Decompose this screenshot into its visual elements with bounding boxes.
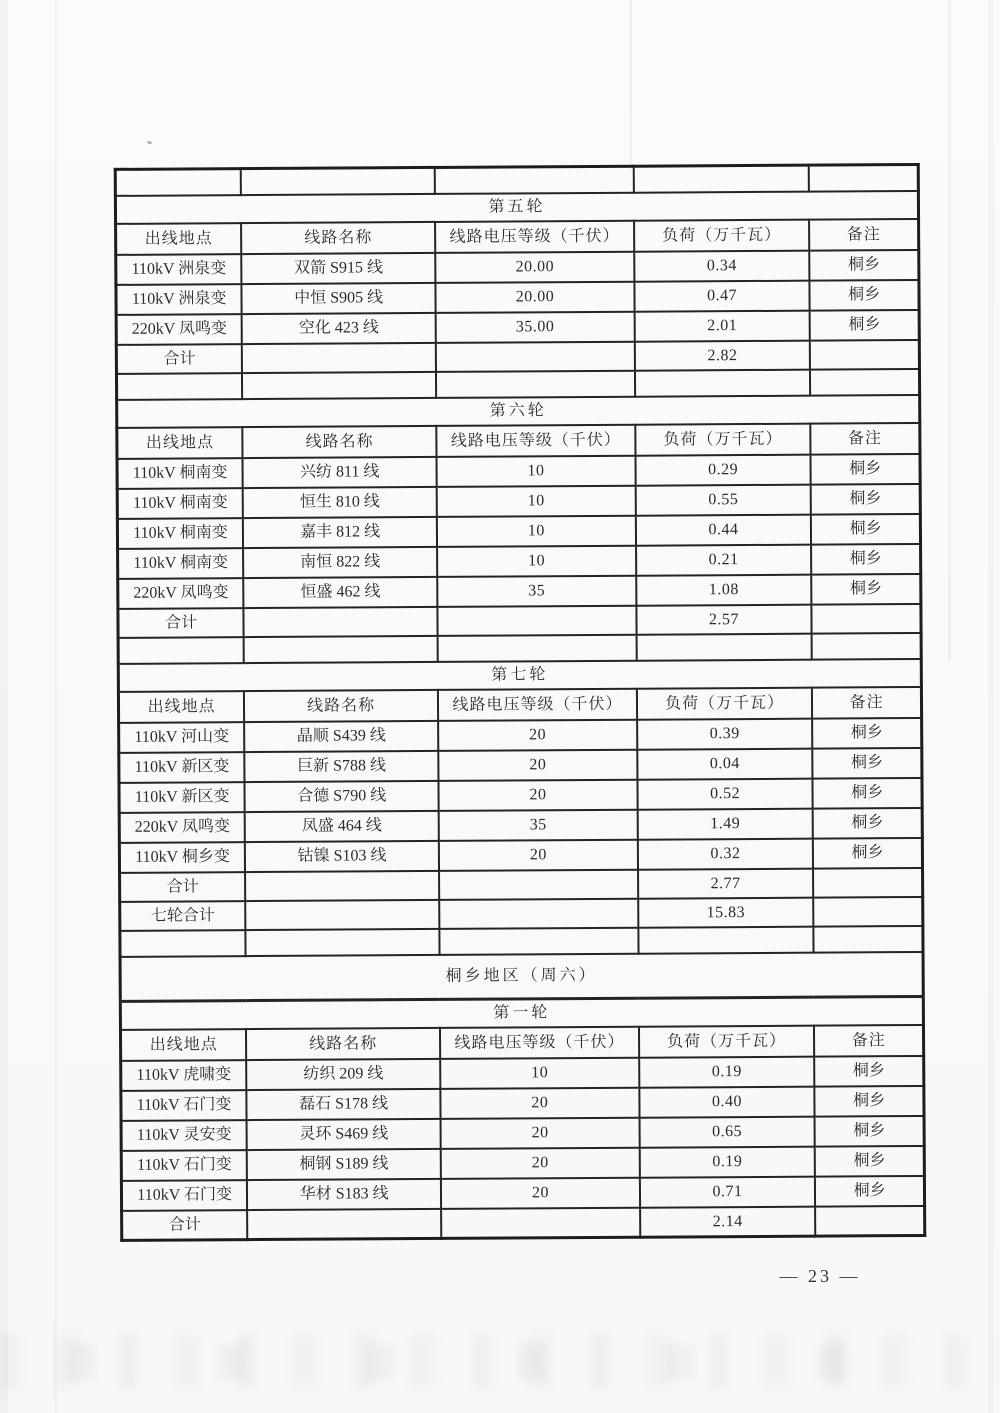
cell-line-name: 中恒 S905 线	[242, 283, 436, 314]
column-header-voltage-level: 线路电压等级（千伏）	[435, 221, 634, 253]
cell-outlet-location: 110kV 灵安变	[121, 1120, 247, 1151]
column-header-outlet-location: 出线地点	[117, 427, 243, 459]
total-label-cell: 合计	[116, 344, 242, 374]
cell-line-name	[245, 871, 439, 901]
cell-line-name	[245, 900, 439, 930]
cell-line-name	[242, 372, 436, 399]
cell-outlet-location	[118, 637, 244, 664]
cell-remark: 桐乡	[811, 574, 920, 605]
column-header-outlet-location: 出线地点	[116, 223, 242, 255]
cell-outlet-location: 110kV 新区变	[119, 752, 245, 783]
cell-remark: 桐乡	[811, 454, 920, 485]
table-row	[121, 1086, 924, 1121]
cell-outlet-location	[120, 930, 246, 957]
total-value-cell: 2.82	[635, 341, 811, 371]
cell-remark: 桐乡	[813, 808, 922, 839]
cell-remark	[814, 926, 923, 953]
table-row	[118, 544, 921, 579]
table-row	[119, 778, 922, 813]
cell-voltage-level	[439, 899, 638, 929]
column-header-voltage-level: 线路电压等级（千伏）	[438, 689, 637, 721]
cell-load: 0.47	[634, 281, 810, 312]
column-header-line-name: 线路名称	[244, 690, 438, 722]
column-header-remark: 备注	[812, 687, 921, 719]
cell-voltage-level: 20	[439, 840, 638, 871]
cell-line-name: 磊石 S178 线	[247, 1089, 441, 1120]
cell-line-name: 合德 S790 线	[245, 781, 439, 812]
table-row	[117, 454, 920, 489]
total-value-cell: 15.83	[638, 898, 814, 928]
total-value-cell: 2.77	[638, 869, 814, 899]
cell-voltage-level: 10	[440, 1058, 639, 1089]
table-row	[122, 1206, 925, 1240]
column-header-load: 负荷（万千瓦）	[639, 1026, 815, 1058]
column-header-load: 负荷（万千瓦）	[634, 220, 810, 252]
cell-line-name	[244, 636, 438, 663]
section-title-cell: 第七轮	[118, 659, 921, 692]
cell-outlet-location: 110kV 河山变	[119, 722, 245, 753]
cell-remark	[809, 164, 918, 191]
cell-load: 0.40	[639, 1087, 815, 1118]
section-title-cell: 第一轮	[120, 996, 923, 1029]
cell-remark	[810, 340, 919, 370]
cell-line-name: 凤盛 464 线	[245, 811, 439, 842]
cell-load: 1.08	[636, 575, 812, 606]
cell-voltage-level	[438, 635, 637, 662]
table-row	[119, 718, 922, 753]
cell-line-name: 晶顺 S439 线	[244, 721, 438, 752]
cell-remark: 桐乡	[809, 250, 918, 281]
cell-load	[636, 634, 812, 661]
total-label-cell: 合计	[120, 872, 246, 902]
section-title-cell: 桐乡地区（周六）	[120, 952, 923, 1001]
cell-voltage-level: 35	[437, 576, 636, 607]
scan-artifact	[147, 140, 153, 144]
scan-bleedthrough-smudge	[30, 1344, 970, 1380]
cell-remark: 桐乡	[812, 718, 921, 749]
cell-load	[635, 370, 811, 397]
cell-line-name	[247, 1209, 441, 1240]
cell-load	[638, 927, 814, 954]
cell-outlet-location: 220kV 凤鸣变	[116, 314, 242, 345]
cell-outlet-location: 110kV 桐乡变	[119, 842, 245, 873]
column-header-voltage-level: 线路电压等级（千伏）	[436, 425, 635, 457]
cell-load: 0.32	[638, 839, 814, 870]
cell-voltage-level	[436, 342, 635, 372]
table-row	[119, 838, 922, 873]
cell-outlet-location: 110kV 洲泉变	[116, 284, 242, 315]
cell-remark: 桐乡	[815, 1086, 924, 1117]
cell-voltage-level	[439, 928, 638, 955]
cell-remark: 桐乡	[813, 778, 922, 809]
cell-voltage-level: 20	[441, 1178, 640, 1209]
table-row	[117, 484, 920, 519]
cell-remark	[812, 604, 921, 634]
column-header-line-name: 线路名称	[241, 222, 435, 254]
table-row	[121, 1056, 924, 1091]
cell-line-name: 兴纺 811 线	[243, 457, 437, 488]
column-header-remark: 备注	[811, 423, 920, 455]
cell-remark: 桐乡	[815, 1176, 924, 1207]
cell-line-name: 南恒 822 线	[243, 547, 437, 578]
schedule-table-body	[115, 164, 925, 1240]
table-row	[119, 808, 922, 843]
cell-voltage-level	[436, 371, 635, 398]
cell-load: 0.55	[636, 485, 812, 516]
cell-load: 0.52	[637, 779, 813, 810]
cell-remark	[815, 1206, 924, 1236]
cell-line-name	[241, 167, 435, 195]
table-row	[120, 1025, 923, 1061]
cell-remark	[812, 633, 921, 660]
table-row	[121, 1176, 924, 1211]
table-row	[116, 219, 919, 255]
cell-voltage-level	[441, 1208, 640, 1239]
column-header-load: 负荷（万千瓦）	[635, 424, 811, 456]
table-row	[118, 687, 921, 723]
cell-line-name	[242, 343, 436, 373]
scan-artifact	[988, 0, 994, 1413]
cell-voltage-level	[435, 166, 634, 194]
cell-outlet-location: 110kV 桐南变	[117, 488, 243, 519]
table-row	[119, 748, 922, 783]
total-label-cell: 合计	[122, 1210, 248, 1240]
cell-line-name: 嘉丰 812 线	[243, 517, 437, 548]
cell-line-name: 双箭 S915 线	[241, 253, 435, 284]
column-header-outlet-location: 出线地点	[118, 691, 244, 723]
cell-outlet-location: 220kV 凤鸣变	[118, 578, 244, 609]
cell-outlet-location: 110kV 石门变	[121, 1180, 247, 1211]
section-title-cell: 第六轮	[117, 395, 920, 428]
cell-line-name: 恒盛 462 线	[243, 577, 437, 608]
column-header-remark: 备注	[809, 219, 918, 251]
cell-voltage-level: 20.00	[435, 252, 634, 283]
cell-voltage-level: 20	[438, 750, 637, 781]
cell-outlet-location: 110kV 洲泉变	[116, 254, 242, 285]
cell-outlet-location	[115, 169, 241, 196]
cell-load: 0.21	[636, 545, 812, 576]
scan-artifact	[948, 0, 951, 660]
cell-line-name: 钴镍 S103 线	[245, 841, 439, 872]
cell-load: 1.49	[637, 809, 813, 840]
total-label-cell: 七轮合计	[120, 901, 246, 931]
cell-load: 0.65	[639, 1117, 815, 1148]
scan-edge-shade	[0, 0, 8, 1413]
cell-remark: 桐乡	[810, 310, 919, 341]
column-header-line-name: 线路名称	[243, 426, 437, 458]
cell-voltage-level	[437, 606, 636, 636]
cell-remark: 桐乡	[811, 514, 920, 545]
column-header-remark: 备注	[814, 1025, 923, 1057]
table-row	[116, 280, 919, 315]
cell-remark: 桐乡	[813, 838, 922, 869]
cell-remark: 桐乡	[813, 748, 922, 779]
cell-voltage-level: 10	[437, 456, 636, 487]
column-header-outlet-location: 出线地点	[120, 1029, 246, 1061]
cell-line-name: 灵环 S469 线	[247, 1119, 441, 1150]
total-value-cell: 2.57	[636, 605, 812, 635]
cell-load: 0.34	[634, 251, 810, 282]
total-label-cell: 合计	[118, 608, 244, 638]
cell-remark	[810, 369, 919, 396]
cell-load	[634, 165, 810, 193]
cell-load: 0.19	[640, 1147, 816, 1178]
cell-remark: 桐乡	[814, 1056, 923, 1087]
column-header-line-name: 线路名称	[246, 1028, 440, 1060]
cell-line-name: 华材 S183 线	[247, 1179, 441, 1210]
cell-outlet-location: 110kV 桐南变	[117, 518, 243, 549]
cell-outlet-location: 110kV 石门变	[121, 1150, 247, 1181]
cell-voltage-level: 20.00	[436, 282, 635, 313]
cell-voltage-level: 20	[439, 780, 638, 811]
cell-load: 2.01	[634, 311, 810, 342]
cell-voltage-level: 10	[437, 486, 636, 517]
table-row	[121, 1146, 924, 1181]
cell-remark: 桐乡	[815, 1116, 924, 1147]
cell-line-name: 巨新 S788 线	[245, 751, 439, 782]
cell-load: 0.39	[637, 719, 813, 750]
cell-line-name: 恒生 810 线	[243, 487, 437, 518]
cell-load: 0.29	[635, 455, 811, 486]
cell-remark: 桐乡	[810, 280, 919, 311]
cell-line-name	[246, 929, 440, 956]
cell-outlet-location: 110kV 桐南变	[118, 548, 244, 579]
cell-outlet-location: 110kV 桐南变	[117, 458, 243, 489]
column-header-voltage-level: 线路电压等级（千伏）	[440, 1027, 639, 1059]
column-header-load: 负荷（万千瓦）	[637, 688, 813, 720]
cell-remark: 桐乡	[811, 544, 920, 575]
cell-line-name: 桐钢 S189 线	[247, 1149, 441, 1180]
cell-outlet-location: 110kV 石门变	[121, 1090, 247, 1121]
cell-remark	[813, 868, 922, 898]
cell-load: 0.71	[640, 1177, 816, 1208]
cell-voltage-level: 20	[440, 1088, 639, 1119]
scan-artifact	[630, 0, 632, 170]
page-number: — 23 —	[779, 1266, 861, 1286]
table-row	[117, 514, 920, 549]
cell-voltage-level: 10	[437, 516, 636, 547]
power-outage-schedule-table	[114, 163, 927, 1242]
table-row	[116, 310, 919, 345]
section-title-cell: 第五轮	[115, 191, 918, 224]
cell-line-name: 纺织 209 线	[246, 1059, 440, 1090]
table-row	[118, 574, 921, 609]
cell-outlet-location: 110kV 新区变	[119, 782, 245, 813]
cell-voltage-level: 35	[439, 810, 638, 841]
cell-voltage-level	[439, 870, 638, 900]
scan-artifact	[54, 0, 57, 1413]
table-row	[121, 1116, 924, 1151]
cell-outlet-location	[116, 373, 242, 400]
cell-outlet-location: 220kV 凤鸣变	[119, 812, 245, 843]
table-row	[116, 250, 919, 285]
cell-remark: 桐乡	[815, 1146, 924, 1177]
cell-line-name: 空化 423 线	[242, 313, 436, 344]
cell-voltage-level: 10	[437, 546, 636, 577]
cell-voltage-level: 20	[438, 720, 637, 751]
cell-voltage-level: 20	[441, 1148, 640, 1179]
cell-outlet-location: 110kV 虎啸变	[121, 1060, 247, 1091]
cell-remark	[813, 897, 922, 927]
table-row	[120, 952, 923, 1001]
cell-remark: 桐乡	[811, 484, 920, 515]
cell-voltage-level: 35.00	[436, 312, 635, 343]
table-row	[117, 423, 920, 459]
cell-load: 0.19	[639, 1057, 815, 1088]
total-value-cell: 2.14	[640, 1207, 816, 1238]
cell-load: 0.44	[636, 515, 812, 546]
cell-line-name	[244, 607, 438, 637]
cell-voltage-level: 20	[441, 1118, 640, 1149]
cell-load: 0.04	[637, 749, 813, 780]
